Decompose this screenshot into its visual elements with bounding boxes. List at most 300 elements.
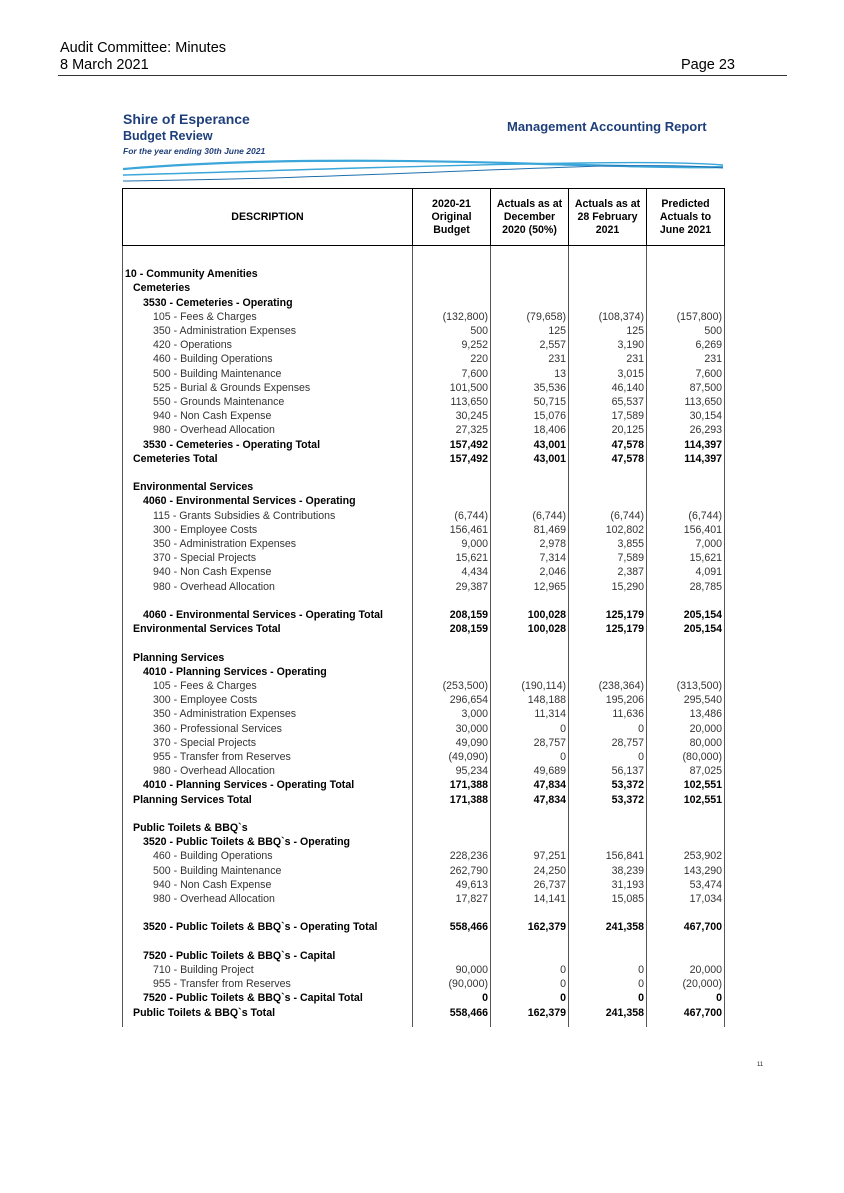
- predicted-june-cell: [647, 296, 725, 310]
- actuals-december-cell: [491, 494, 569, 508]
- actuals-december-cell: 2,046: [491, 565, 569, 579]
- predicted-june-cell: 467,700: [647, 920, 725, 934]
- predicted-june-cell: 17,034: [647, 892, 725, 906]
- spacer-cell: [569, 935, 647, 949]
- actuals-december-cell: 28,757: [491, 736, 569, 750]
- actuals-february-cell: 28,757: [569, 736, 647, 750]
- row-description: 4060 - Environmental Services - Operating: [123, 494, 413, 508]
- table-row: [123, 551, 725, 565]
- table-body: [123, 246, 725, 1027]
- table-row: [123, 835, 725, 849]
- predicted-june-cell: [647, 651, 725, 665]
- table-spacer-row: [123, 906, 725, 920]
- spacer-cell: [123, 807, 413, 821]
- original-budget-cell: 296,654: [413, 693, 491, 707]
- original-budget-cell: 558,466: [413, 920, 491, 934]
- row-description: 4060 - Environmental Services - Operating Total: [123, 608, 413, 622]
- actuals-february-cell: (238,364): [569, 679, 647, 693]
- original-budget-cell: 208,159: [413, 608, 491, 622]
- row-description: 10 - Community Amenities: [123, 267, 413, 281]
- table-row: [123, 878, 725, 892]
- table-header-row: [123, 189, 725, 246]
- table-row: [123, 267, 725, 281]
- actuals-december-cell: 13: [491, 367, 569, 381]
- spacer-cell: [569, 466, 647, 480]
- predicted-june-cell: 7,000: [647, 537, 725, 551]
- row-description: 350 - Administration Expenses: [123, 324, 413, 338]
- meeting-date: 8 March 2021: [60, 57, 149, 73]
- table-row: [123, 821, 725, 835]
- row-description: 105 - Fees & Charges: [123, 679, 413, 693]
- original-budget-cell: [413, 835, 491, 849]
- table-row: [123, 963, 725, 977]
- actuals-february-cell: 125: [569, 324, 647, 338]
- predicted-june-cell: 102,551: [647, 778, 725, 792]
- actuals-december-cell: 7,314: [491, 551, 569, 565]
- predicted-june-cell: 80,000: [647, 736, 725, 750]
- row-description: Cemeteries Total: [123, 452, 413, 466]
- spacer-cell: [569, 636, 647, 650]
- row-description: 3530 - Cemeteries - Operating: [123, 296, 413, 310]
- table-row: [123, 665, 725, 679]
- row-description: 4010 - Planning Services - Operating: [123, 665, 413, 679]
- actuals-december-cell: [491, 651, 569, 665]
- table-row: [123, 750, 725, 764]
- original-budget-cell: [413, 665, 491, 679]
- predicted-june-cell: (157,800): [647, 310, 725, 324]
- predicted-june-cell: [647, 281, 725, 295]
- row-description: 3520 - Public Toilets & BBQ`s - Operating: [123, 835, 413, 849]
- predicted-june-cell: 53,474: [647, 878, 725, 892]
- actuals-december-cell: 43,001: [491, 452, 569, 466]
- actuals-february-cell: 11,636: [569, 707, 647, 721]
- actuals-february-cell: 3,855: [569, 537, 647, 551]
- original-budget-cell: [413, 281, 491, 295]
- table-row: [123, 338, 725, 352]
- predicted-june-cell: [647, 480, 725, 494]
- actuals-february-cell: 17,589: [569, 409, 647, 423]
- row-description: 940 - Non Cash Expense: [123, 878, 413, 892]
- predicted-june-cell: 7,600: [647, 367, 725, 381]
- table-row: [123, 920, 725, 934]
- predicted-june-cell: [647, 267, 725, 281]
- table-row: [123, 409, 725, 423]
- actuals-february-cell: 156,841: [569, 849, 647, 863]
- actuals-february-cell: [569, 480, 647, 494]
- actuals-december-cell: [491, 296, 569, 310]
- spacer-cell: [491, 935, 569, 949]
- original-budget-cell: [413, 480, 491, 494]
- actuals-december-cell: [491, 267, 569, 281]
- row-description: 3530 - Cemeteries - Operating Total: [123, 438, 413, 452]
- actuals-december-cell: 0: [491, 722, 569, 736]
- actuals-february-cell: 125,179: [569, 622, 647, 636]
- table-spacer-row: [123, 466, 725, 480]
- row-description: 300 - Employee Costs: [123, 693, 413, 707]
- row-description: 500 - Building Maintenance: [123, 864, 413, 878]
- actuals-february-cell: 241,358: [569, 1006, 647, 1020]
- spacer-cell: [647, 594, 725, 608]
- row-description: 360 - Professional Services: [123, 722, 413, 736]
- actuals-december-cell: (6,744): [491, 509, 569, 523]
- row-description: 3520 - Public Toilets & BBQ`s - Operating Total: [123, 920, 413, 934]
- table-row: [123, 977, 725, 991]
- table-row: [123, 395, 725, 409]
- row-description: Public Toilets & BBQ`s Total: [123, 1006, 413, 1020]
- table-row: [123, 324, 725, 338]
- actuals-december-cell: [491, 949, 569, 963]
- row-description: 940 - Non Cash Expense: [123, 409, 413, 423]
- table-row: [123, 722, 725, 736]
- spacer-cell: [569, 1020, 647, 1027]
- spacer-cell: [123, 594, 413, 608]
- row-description: 460 - Building Operations: [123, 849, 413, 863]
- col-header-actuals-december: Actuals as at December 2020 (50%): [491, 189, 569, 246]
- actuals-february-cell: (6,744): [569, 509, 647, 523]
- actuals-february-cell: 47,578: [569, 452, 647, 466]
- actuals-december-cell: 0: [491, 750, 569, 764]
- spacer-cell: [123, 636, 413, 650]
- actuals-february-cell: 38,239: [569, 864, 647, 878]
- actuals-december-cell: 50,715: [491, 395, 569, 409]
- row-description: 525 - Burial & Grounds Expenses: [123, 381, 413, 395]
- actuals-february-cell: 53,372: [569, 778, 647, 792]
- spacer-cell: [123, 1020, 413, 1027]
- row-description: 105 - Fees & Charges: [123, 310, 413, 324]
- actuals-february-cell: [569, 665, 647, 679]
- actuals-february-cell: 0: [569, 722, 647, 736]
- spacer-cell: [123, 253, 413, 267]
- table-row: [123, 452, 725, 466]
- spacer-cell: [569, 246, 647, 254]
- swoosh-logo-graphic: [123, 157, 723, 185]
- table-row: [123, 651, 725, 665]
- actuals-february-cell: 53,372: [569, 793, 647, 807]
- report-name: Management Accounting Report: [507, 119, 707, 134]
- original-budget-cell: 0: [413, 991, 491, 1005]
- spacer-cell: [123, 935, 413, 949]
- spacer-cell: [413, 1020, 491, 1027]
- original-budget-cell: 171,388: [413, 793, 491, 807]
- minutes-title: Audit Committee: Minutes: [60, 40, 227, 56]
- original-budget-cell: [413, 821, 491, 835]
- actuals-february-cell: 15,085: [569, 892, 647, 906]
- actuals-february-cell: 102,802: [569, 523, 647, 537]
- row-description: 4010 - Planning Services - Operating Total: [123, 778, 413, 792]
- predicted-june-cell: 205,154: [647, 622, 725, 636]
- actuals-december-cell: 47,834: [491, 793, 569, 807]
- table-row: [123, 778, 725, 792]
- spacer-cell: [491, 1020, 569, 1027]
- actuals-december-cell: 162,379: [491, 1006, 569, 1020]
- predicted-june-cell: 20,000: [647, 963, 725, 977]
- predicted-june-cell: 30,154: [647, 409, 725, 423]
- original-budget-cell: 558,466: [413, 1006, 491, 1020]
- row-description: 955 - Transfer from Reserves: [123, 750, 413, 764]
- original-budget-cell: (90,000): [413, 977, 491, 991]
- original-budget-cell: 29,387: [413, 580, 491, 594]
- row-description: Planning Services Total: [123, 793, 413, 807]
- original-budget-cell: 17,827: [413, 892, 491, 906]
- row-description: 7520 - Public Toilets & BBQ`s - Capital Total: [123, 991, 413, 1005]
- original-budget-cell: 7,600: [413, 367, 491, 381]
- table-row: [123, 991, 725, 1005]
- predicted-june-cell: 13,486: [647, 707, 725, 721]
- predicted-june-cell: (313,500): [647, 679, 725, 693]
- table-row: [123, 736, 725, 750]
- actuals-february-cell: 3,015: [569, 367, 647, 381]
- actuals-february-cell: 15,290: [569, 580, 647, 594]
- table-row: [123, 352, 725, 366]
- original-budget-cell: [413, 949, 491, 963]
- table-row: [123, 438, 725, 452]
- original-budget-cell: (49,090): [413, 750, 491, 764]
- spacer-cell: [491, 807, 569, 821]
- original-budget-cell: [413, 267, 491, 281]
- actuals-december-cell: [491, 835, 569, 849]
- spacer-cell: [647, 1020, 725, 1027]
- table-row: [123, 693, 725, 707]
- spacer-cell: [569, 594, 647, 608]
- table-spacer-row: [123, 1020, 725, 1027]
- row-description: 980 - Overhead Allocation: [123, 764, 413, 778]
- actuals-december-cell: 0: [491, 977, 569, 991]
- predicted-june-cell: 87,025: [647, 764, 725, 778]
- table-row: [123, 423, 725, 437]
- actuals-december-cell: 100,028: [491, 608, 569, 622]
- actuals-december-cell: 14,141: [491, 892, 569, 906]
- table-spacer-row: [123, 935, 725, 949]
- actuals-december-cell: 18,406: [491, 423, 569, 437]
- table-row: [123, 949, 725, 963]
- actuals-february-cell: 241,358: [569, 920, 647, 934]
- original-budget-cell: [413, 494, 491, 508]
- row-description: 370 - Special Projects: [123, 736, 413, 750]
- actuals-december-cell: 15,076: [491, 409, 569, 423]
- predicted-june-cell: [647, 949, 725, 963]
- row-description: 350 - Administration Expenses: [123, 537, 413, 551]
- actuals-february-cell: 7,589: [569, 551, 647, 565]
- actuals-december-cell: 35,536: [491, 381, 569, 395]
- spacer-cell: [647, 246, 725, 254]
- original-budget-cell: 4,434: [413, 565, 491, 579]
- spacer-cell: [413, 253, 491, 267]
- table-spacer-row: [123, 636, 725, 650]
- original-budget-cell: 101,500: [413, 381, 491, 395]
- table-row: [123, 565, 725, 579]
- original-budget-cell: 95,234: [413, 764, 491, 778]
- table-row: [123, 296, 725, 310]
- table-row: [123, 864, 725, 878]
- predicted-june-cell: 205,154: [647, 608, 725, 622]
- original-budget-cell: 208,159: [413, 622, 491, 636]
- actuals-december-cell: [491, 665, 569, 679]
- actuals-december-cell: 49,689: [491, 764, 569, 778]
- predicted-june-cell: 20,000: [647, 722, 725, 736]
- actuals-december-cell: 148,188: [491, 693, 569, 707]
- row-description: Cemeteries: [123, 281, 413, 295]
- row-description: 980 - Overhead Allocation: [123, 580, 413, 594]
- row-description: 955 - Transfer from Reserves: [123, 977, 413, 991]
- original-budget-cell: 3,000: [413, 707, 491, 721]
- predicted-june-cell: 28,785: [647, 580, 725, 594]
- row-description: 500 - Building Maintenance: [123, 367, 413, 381]
- row-description: 300 - Employee Costs: [123, 523, 413, 537]
- predicted-june-cell: 102,551: [647, 793, 725, 807]
- table-row: [123, 281, 725, 295]
- report-title: Budget Review: [123, 129, 213, 143]
- actuals-february-cell: [569, 821, 647, 835]
- predicted-june-cell: 143,290: [647, 864, 725, 878]
- table-row: [123, 707, 725, 721]
- spacer-cell: [569, 253, 647, 267]
- spacer-cell: [413, 594, 491, 608]
- original-budget-cell: 220: [413, 352, 491, 366]
- report-period: For the year ending 30th June 2021: [123, 146, 266, 156]
- actuals-december-cell: 100,028: [491, 622, 569, 636]
- original-budget-cell: 30,000: [413, 722, 491, 736]
- spacer-cell: [647, 906, 725, 920]
- original-budget-cell: (132,800): [413, 310, 491, 324]
- actuals-december-cell: 0: [491, 991, 569, 1005]
- original-budget-cell: 171,388: [413, 778, 491, 792]
- actuals-february-cell: [569, 267, 647, 281]
- predicted-june-cell: 6,269: [647, 338, 725, 352]
- predicted-june-cell: [647, 821, 725, 835]
- actuals-december-cell: 24,250: [491, 864, 569, 878]
- predicted-june-cell: [647, 494, 725, 508]
- row-description: 420 - Operations: [123, 338, 413, 352]
- actuals-december-cell: 97,251: [491, 849, 569, 863]
- actuals-february-cell: 195,206: [569, 693, 647, 707]
- row-description: Planning Services: [123, 651, 413, 665]
- actuals-december-cell: 47,834: [491, 778, 569, 792]
- table-spacer-row: [123, 246, 725, 254]
- table-row: [123, 509, 725, 523]
- actuals-december-cell: (190,114): [491, 679, 569, 693]
- row-description: 370 - Special Projects: [123, 551, 413, 565]
- col-header-predicted-june: Predicted Actuals to June 2021: [647, 189, 725, 246]
- table-row: [123, 537, 725, 551]
- predicted-june-cell: [647, 665, 725, 679]
- original-budget-cell: 228,236: [413, 849, 491, 863]
- table-spacer-row: [123, 807, 725, 821]
- original-budget-cell: 157,492: [413, 452, 491, 466]
- spacer-cell: [569, 906, 647, 920]
- row-description: 460 - Building Operations: [123, 352, 413, 366]
- budget-table: [122, 188, 725, 1027]
- original-budget-cell: (6,744): [413, 509, 491, 523]
- spacer-cell: [413, 807, 491, 821]
- actuals-february-cell: 0: [569, 977, 647, 991]
- original-budget-cell: 156,461: [413, 523, 491, 537]
- table-spacer-row: [123, 594, 725, 608]
- page-number: Page 23: [680, 57, 735, 73]
- report-heading: [123, 111, 723, 186]
- page-mark: 11: [757, 1062, 764, 1068]
- original-budget-cell: 500: [413, 324, 491, 338]
- table-row: [123, 764, 725, 778]
- spacer-cell: [491, 253, 569, 267]
- table-row: [123, 580, 725, 594]
- spacer-cell: [413, 636, 491, 650]
- actuals-december-cell: [491, 821, 569, 835]
- predicted-june-cell: 114,397: [647, 438, 725, 452]
- row-description: 350 - Administration Expenses: [123, 707, 413, 721]
- predicted-june-cell: (6,744): [647, 509, 725, 523]
- table-row: [123, 849, 725, 863]
- actuals-february-cell: 56,137: [569, 764, 647, 778]
- original-budget-cell: (253,500): [413, 679, 491, 693]
- spacer-cell: [123, 246, 413, 254]
- spacer-cell: [569, 807, 647, 821]
- table-row: [123, 679, 725, 693]
- original-budget-cell: [413, 651, 491, 665]
- predicted-june-cell: (80,000): [647, 750, 725, 764]
- actuals-february-cell: 31,193: [569, 878, 647, 892]
- actuals-february-cell: [569, 281, 647, 295]
- spacer-cell: [647, 253, 725, 267]
- original-budget-cell: 90,000: [413, 963, 491, 977]
- actuals-december-cell: 0: [491, 963, 569, 977]
- row-description: 980 - Overhead Allocation: [123, 892, 413, 906]
- predicted-june-cell: 467,700: [647, 1006, 725, 1020]
- actuals-february-cell: 3,190: [569, 338, 647, 352]
- original-budget-cell: 9,252: [413, 338, 491, 352]
- original-budget-cell: 49,090: [413, 736, 491, 750]
- table-spacer-row: [123, 253, 725, 267]
- original-budget-cell: 113,650: [413, 395, 491, 409]
- spacer-cell: [123, 466, 413, 480]
- actuals-february-cell: [569, 494, 647, 508]
- actuals-february-cell: 20,125: [569, 423, 647, 437]
- organisation-name: Shire of Esperance: [123, 111, 250, 127]
- actuals-december-cell: 81,469: [491, 523, 569, 537]
- actuals-december-cell: 125: [491, 324, 569, 338]
- header-rule: [58, 75, 787, 76]
- spacer-cell: [491, 594, 569, 608]
- predicted-june-cell: 15,621: [647, 551, 725, 565]
- actuals-december-cell: 11,314: [491, 707, 569, 721]
- actuals-december-cell: 43,001: [491, 438, 569, 452]
- table-row: [123, 608, 725, 622]
- table-row: [123, 793, 725, 807]
- actuals-december-cell: 12,965: [491, 580, 569, 594]
- table-row: [123, 1006, 725, 1020]
- original-budget-cell: 49,613: [413, 878, 491, 892]
- table-row: [123, 367, 725, 381]
- table-row: [123, 622, 725, 636]
- row-description: 7520 - Public Toilets & BBQ`s - Capital: [123, 949, 413, 963]
- original-budget-cell: 157,492: [413, 438, 491, 452]
- row-description: 550 - Grounds Maintenance: [123, 395, 413, 409]
- spacer-cell: [491, 906, 569, 920]
- row-description: 115 - Grants Subsidies & Contributions: [123, 509, 413, 523]
- actuals-february-cell: 47,578: [569, 438, 647, 452]
- actuals-february-cell: 0: [569, 991, 647, 1005]
- actuals-december-cell: 2,557: [491, 338, 569, 352]
- original-budget-cell: 262,790: [413, 864, 491, 878]
- predicted-june-cell: 87,500: [647, 381, 725, 395]
- actuals-february-cell: [569, 949, 647, 963]
- predicted-june-cell: 295,540: [647, 693, 725, 707]
- original-budget-cell: 30,245: [413, 409, 491, 423]
- table-row: [123, 494, 725, 508]
- predicted-june-cell: 253,902: [647, 849, 725, 863]
- table-row: [123, 892, 725, 906]
- actuals-february-cell: 65,537: [569, 395, 647, 409]
- predicted-june-cell: 156,401: [647, 523, 725, 537]
